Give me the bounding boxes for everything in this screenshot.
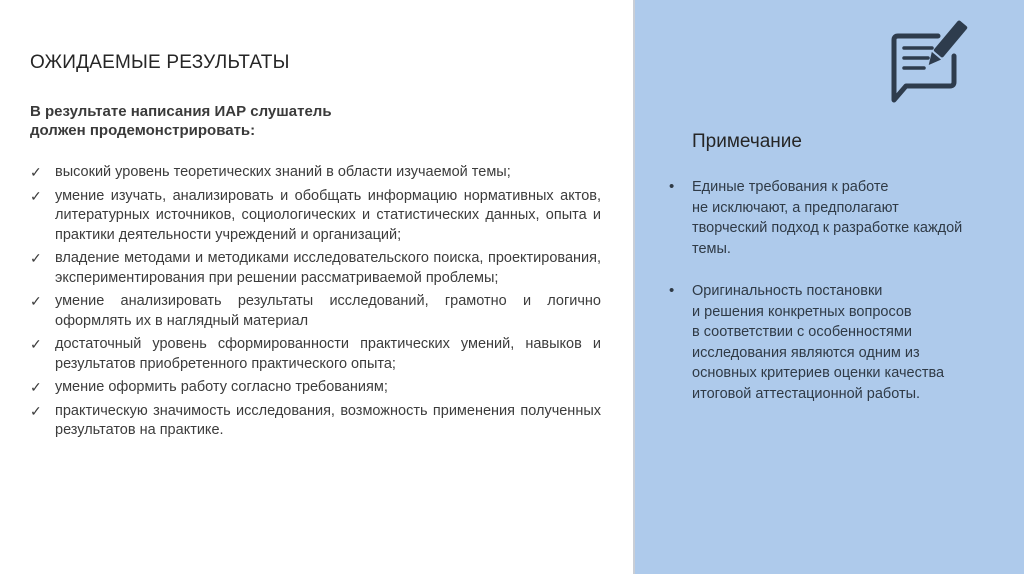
note-title: Примечание — [692, 131, 802, 152]
note-line: творческий подход к разработке каждой — [692, 220, 963, 236]
check-icon: ✓ — [30, 402, 42, 419]
note-item — [668, 177, 1016, 259]
check-icon: ✓ — [30, 250, 42, 266]
checklist-item-text: практическую значимость исследования, возможность применения полученных результатов на практике. — [55, 402, 601, 438]
checklist-item — [30, 187, 601, 246]
checklist-item — [30, 378, 601, 398]
note-line: Оригинальность постановки — [692, 283, 883, 299]
intro-text — [30, 102, 590, 140]
note-line: основных критериев оценки качества — [692, 365, 945, 381]
checklist-item-text: умение оформить работу согласно требованиям; — [55, 379, 388, 395]
note-line: не исключают, а предполагают — [692, 199, 899, 216]
check-icon: ✓ — [30, 164, 42, 180]
check-icon: ✓ — [30, 293, 42, 309]
note-line: темы. — [692, 240, 731, 257]
bullet-icon: • — [669, 178, 675, 195]
note-line: в соответствии с особенностями — [692, 324, 912, 340]
note-line: и решения конкретных вопросов — [692, 303, 912, 320]
note-item — [668, 281, 1016, 404]
note-pencil-icon — [884, 16, 968, 108]
checklist-item-text: владение методами и методиками исследовательского поиска, проектирования, экспериментирования при решении рассматриваемой проблемы; — [55, 250, 601, 286]
intro-line-2: должен продемонстрировать: — [30, 122, 256, 139]
checklist-item — [30, 292, 601, 331]
checklist-item — [30, 163, 601, 183]
note-line: итоговой аттестационной работы. — [692, 385, 921, 402]
note-list — [668, 177, 1016, 426]
checklist-item-text: умение анализировать результаты исследований, грамотно и логично оформлять их в наглядный материал — [55, 293, 601, 329]
check-icon: ✓ — [30, 187, 42, 204]
results-checklist — [30, 163, 601, 445]
note-line: Единые требования к работе — [692, 179, 889, 195]
check-icon: ✓ — [30, 336, 42, 352]
checklist-item — [30, 402, 601, 441]
checklist-item-text: умение изучать, анализировать и обобщать информацию нормативных актов, литературных источников, социологических и статистических данных, опыта и практики деятельности учреждений и организаций; — [55, 187, 601, 243]
note-line: исследования являются одним из — [692, 344, 920, 361]
page-title: ОЖИДАЕМЫЕ РЕЗУЛЬТАТЫ — [30, 52, 290, 73]
check-icon: ✓ — [30, 379, 42, 395]
checklist-item — [30, 249, 601, 288]
bullet-icon: • — [669, 282, 675, 299]
checklist-item — [30, 335, 601, 374]
checklist-item-text: достаточный уровень сформированности практических умений, навыков и результатов приобретенного практического опыта; — [55, 336, 601, 372]
checklist-item-text: высокий уровень теоретических знаний в области изучаемой темы; — [55, 164, 511, 180]
intro-line-1: В результате написания ИАР слушатель — [30, 103, 332, 120]
